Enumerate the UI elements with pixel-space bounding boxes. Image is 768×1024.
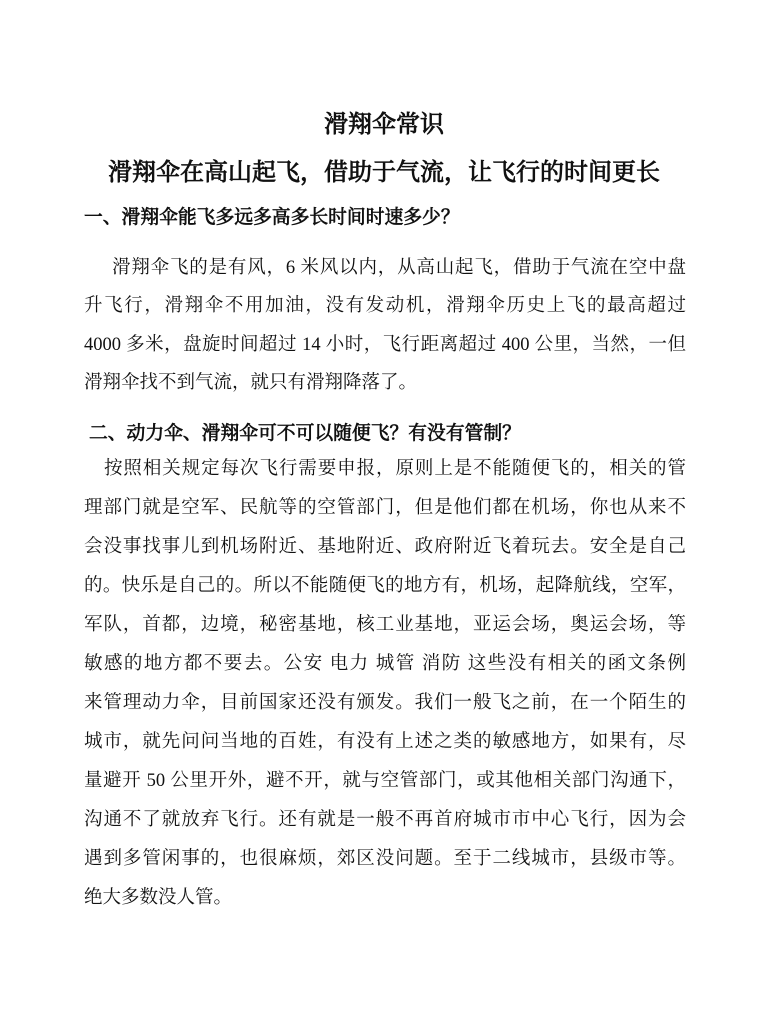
paragraph-line: 敏感的地方都不要去。公安 电力 城管 消防 这些没有相关的函文条例: [84, 653, 686, 674]
section-heading-2: 二、动力伞、滑翔伞可不可以随便飞？有没有管制？: [89, 423, 521, 444]
paragraph-line: 理部门就是空军、民航等的空管部门，但是他们都在机场，你也从来不: [84, 497, 686, 518]
paragraph-line: 沟通不了就放弃飞行。还有就是一般不再首府城市市中心飞行，因为会: [84, 809, 686, 830]
document-title: 滑翔伞常识: [324, 112, 444, 138]
paragraph-line: 城市，就先问问当地的百姓，有没有上述之类的敏感地方，如果有，尽: [84, 731, 686, 752]
paragraph-line: 会没事找事儿到机场附近、基地附近、政府附近飞着玩去。安全是自己: [84, 536, 686, 557]
paragraph-line: 按照相关规定每次飞行需要申报，原则上是不能随便飞的，相关的管: [104, 458, 686, 479]
paragraph-line: 遇到多管闲事的，也很麻烦，郊区没问题。至于二线城市，县级市等。: [84, 848, 686, 869]
paragraph-line: 滑翔伞飞的是有风，6 米风以内，从高山起飞，借助于气流在空中盘: [112, 257, 686, 278]
paragraph-line: 4000 多米，盘旋时间超过 14 小时，飞行距离超过 400 公里，当然，一但: [84, 334, 686, 355]
paragraph-line: 来管理动力伞，目前国家还没有颁发。我们一般飞之前，在一个陌生的: [84, 692, 686, 713]
section-heading-1: 一、滑翔伞能飞多远多高多长时间时速多少？: [84, 207, 460, 228]
paragraph-line: 量避开 50 公里开外，避不开，就与空管部门，或其他相关部门沟通下，: [84, 770, 686, 791]
paragraph-1: [84, 249, 686, 403]
paragraph-line: 升飞行，滑翔伞不用加油，没有发动机，滑翔伞历史上飞的最高超过: [84, 296, 686, 317]
paragraph-line: 滑翔伞找不到气流，就只有滑翔降落了。: [84, 372, 418, 393]
paragraph-line: 的。快乐是自己的。所以不能随便飞的地方有，机场，起降航线，空军，: [84, 575, 686, 596]
document-subtitle: 滑翔伞在高山起飞，借助于气流，让飞行的时间更长: [108, 160, 660, 186]
paragraph-line: 军队，首都，边境，秘密基地，核工业基地，亚运会场，奥运会场，等: [84, 614, 686, 635]
paragraph-line: 绝大多数没人管。: [84, 887, 233, 908]
paragraph-2: [84, 450, 686, 918]
